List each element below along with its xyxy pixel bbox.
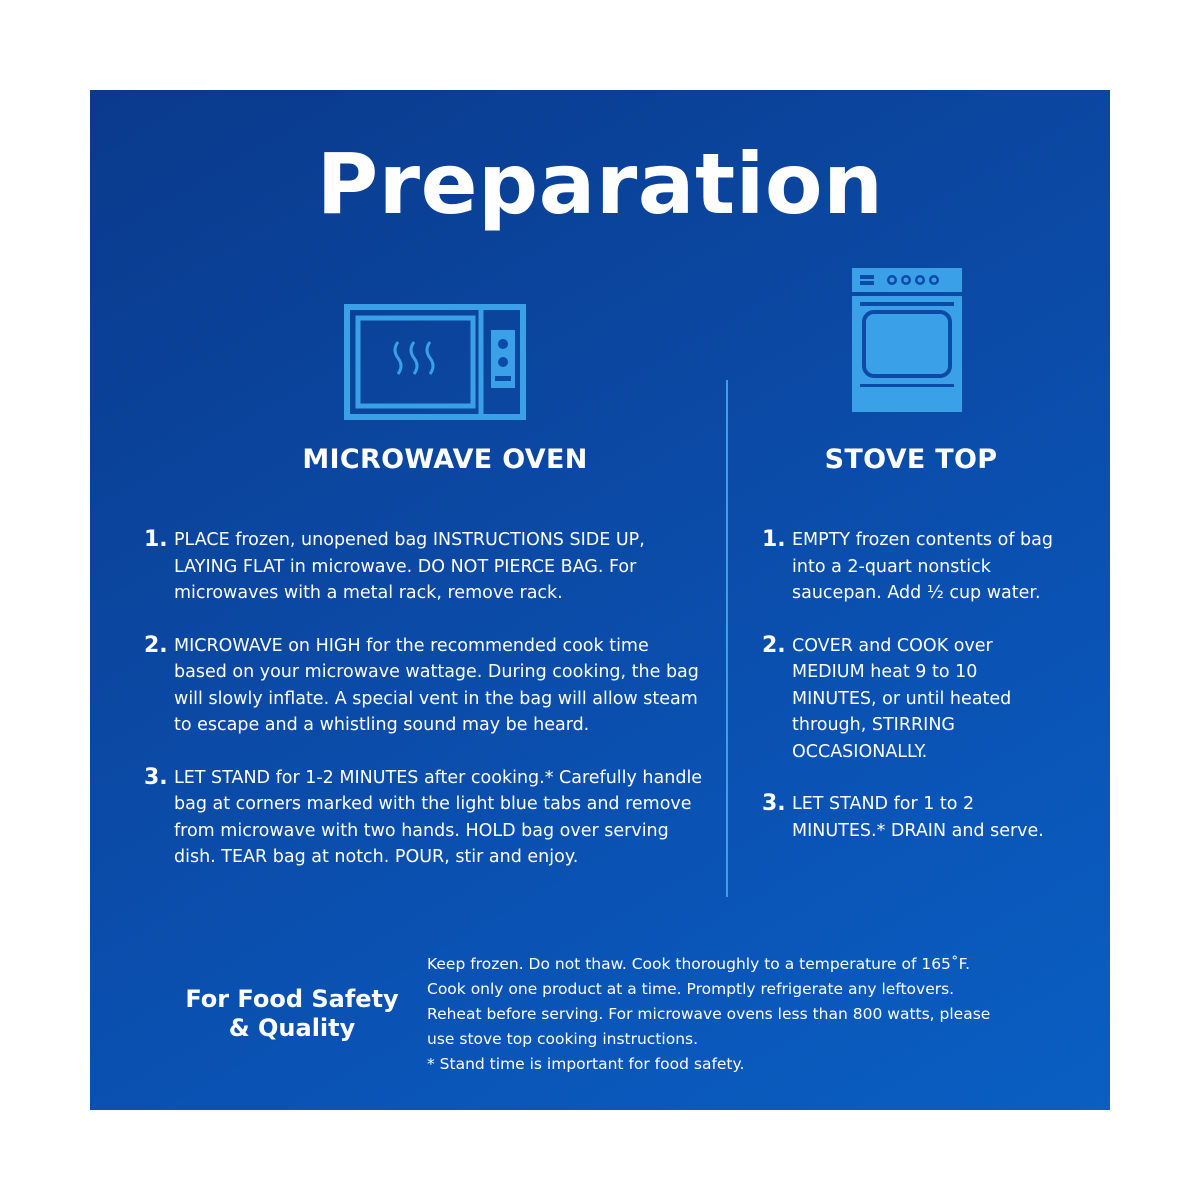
food-safety-line: * Stand time is important for food safety. <box>427 1055 745 1073</box>
microwave-steps <box>144 527 704 871</box>
step-text: LET STAND for 1 to 2 MINUTES.* DRAIN and serve. <box>792 794 1044 841</box>
step-number: 3. <box>762 791 786 816</box>
step-text: LET STAND for 1-2 MINUTES after cooking.* Carefully handle bag at corners marked with the light blue tabs and remove from microwave with two hands. HOLD bag over serving dish. TEAR bag at notch. POUR, stir and enjoy. <box>174 767 703 867</box>
step-text: PLACE frozen, unopened bag INSTRUCTIONS SIDE UP, LAYING FLAT in microwave. DO NOT PIERCE BAG. For microwaves with a metal rack, remove rack. <box>174 530 645 603</box>
page-title: Preparation <box>316 135 884 233</box>
stove-steps <box>762 527 1062 844</box>
food-safety-title-line: For Food Safety <box>185 985 399 1013</box>
step-text: MICROWAVE on HIGH for the recommended cook time based on your microwave wattage. During cooking, the bag will slowly inflate. A special vent in the bag will allow steam to escape and a whistling sound may be heard. <box>174 635 699 735</box>
step-text: EMPTY frozen contents of bag into a 2-quart nonstick saucepan. Add ½ cup water. <box>792 530 1053 603</box>
list-item <box>144 633 704 739</box>
food-safety-line: Reheat before serving. For microwave ovens less than 800 watts, please <box>427 1005 991 1023</box>
list-item <box>144 765 704 871</box>
list-item <box>762 527 1062 607</box>
step-number: 2. <box>144 632 168 658</box>
stove-icon <box>852 268 962 412</box>
food-safety-title-line: & Quality <box>228 1014 356 1042</box>
step-number: 2. <box>762 632 786 658</box>
microwave-icon <box>344 304 526 420</box>
step-text: COVER and COOK over MEDIUM heat 9 to 10 MINUTES, or until heated through, STIRRING OCCASIONALLY. <box>792 635 1012 762</box>
step-number: 1. <box>762 527 786 552</box>
microwave-heading: MICROWAVE OVEN <box>302 444 588 475</box>
stove-heading: STOVE TOP <box>824 444 998 475</box>
food-safety-text <box>427 952 1067 1077</box>
food-safety-line: Cook only one product at a time. Promptly refrigerate any leftovers. <box>427 980 955 998</box>
column-divider <box>726 380 728 897</box>
preparation-panel <box>90 90 1110 1110</box>
list-item <box>144 527 704 607</box>
food-safety-line: use stove top cooking instructions. <box>427 1030 699 1048</box>
list-item <box>762 633 1062 766</box>
food-safety-title <box>170 985 414 1043</box>
list-item <box>762 791 1062 844</box>
food-safety-line: Keep frozen. Do not thaw. Cook thoroughly to a temperature of 165˚F. <box>427 955 971 973</box>
step-number: 3. <box>144 764 168 790</box>
step-number: 1. <box>144 527 168 552</box>
